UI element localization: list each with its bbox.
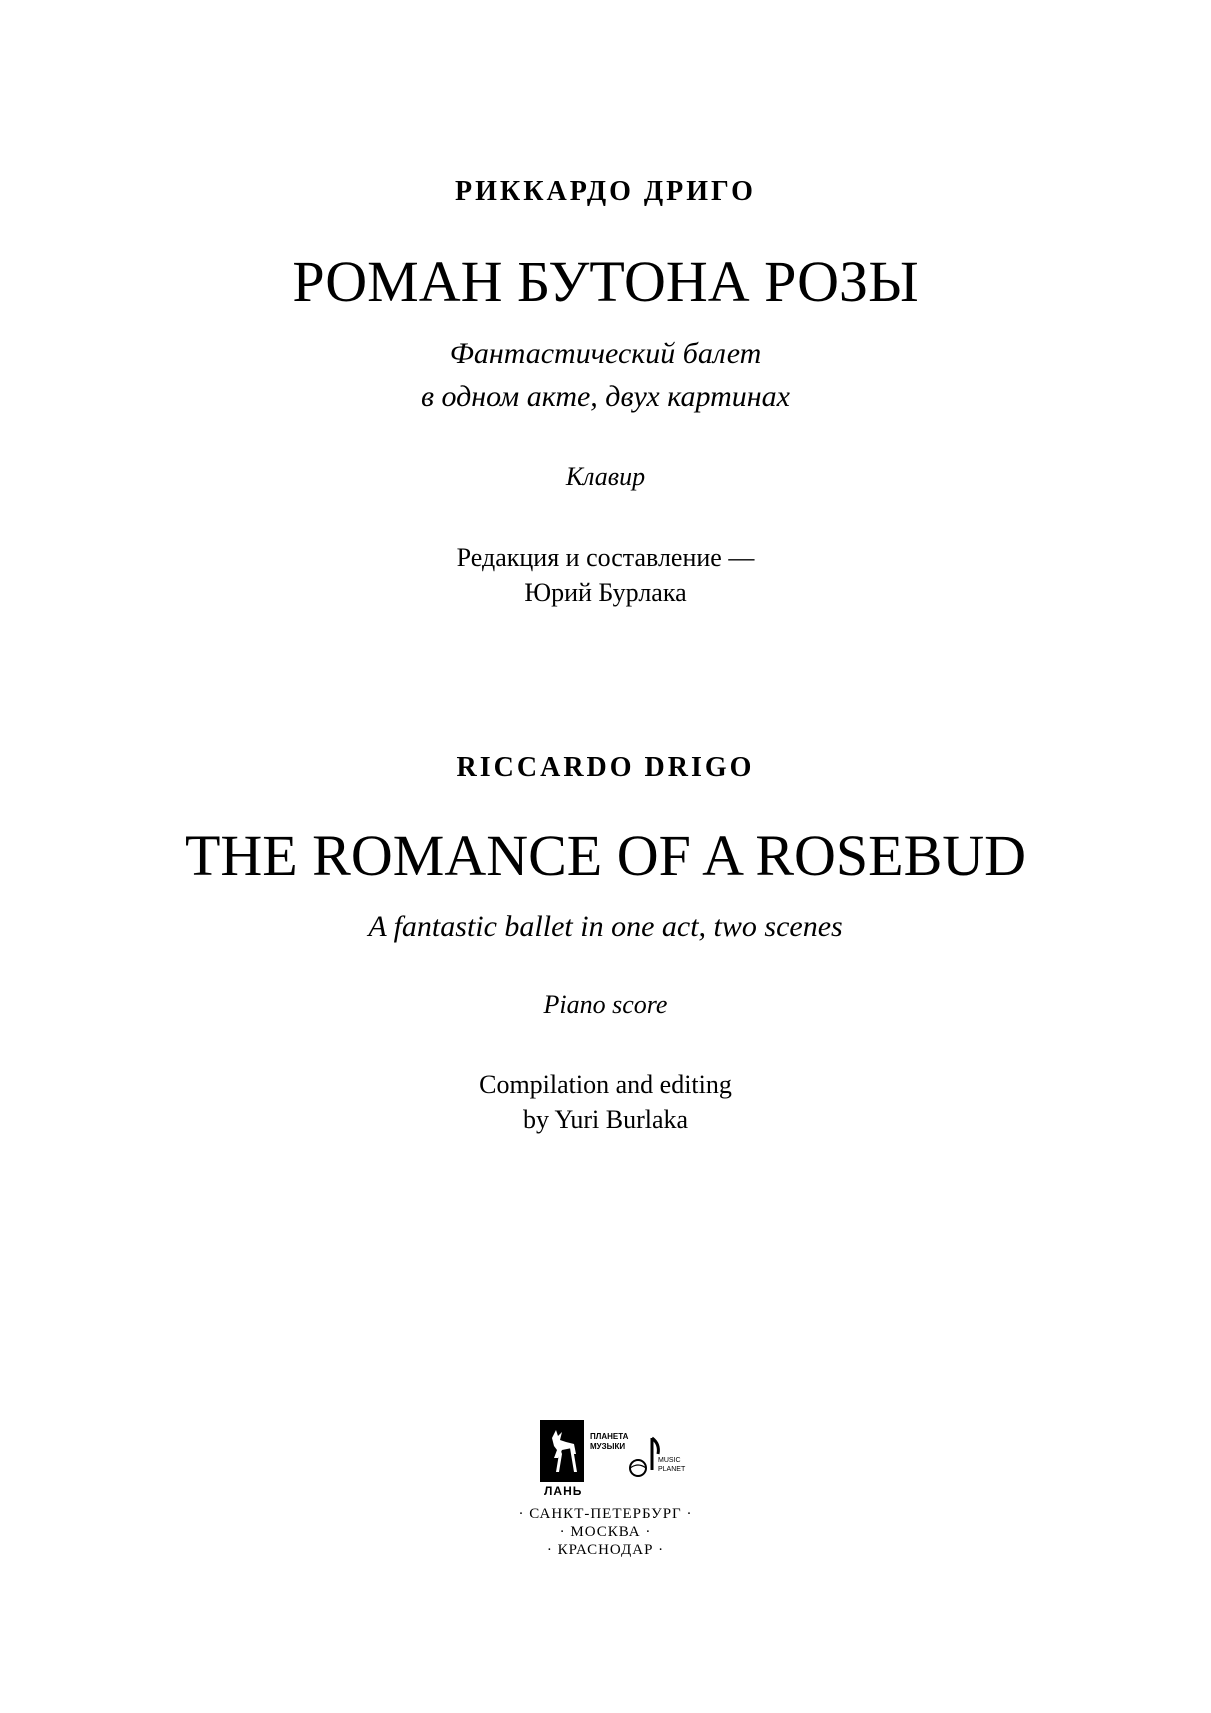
en-author: RICCARDO DRIGO	[456, 752, 755, 783]
city-saint-petersburg: · САНКТ-ПЕТЕРБУРГ ·	[518, 1506, 693, 1522]
publisher-logo	[540, 1420, 686, 1502]
en-format: Piano score	[543, 990, 668, 1019]
logo-music-line-1: MUSIC	[658, 1457, 681, 1464]
ru-title: РОМАН БУТОНА РОЗЫ	[292, 249, 919, 314]
ru-subtitle-line-2: в одном акте, двух картинах	[421, 380, 790, 413]
logo-planet-line-2: МУЗЫКИ	[590, 1442, 626, 1451]
logo-lan-text: ЛАНЬ	[544, 1484, 583, 1498]
city-moscow: · МОСКВА ·	[559, 1524, 652, 1540]
ru-format: Клавир	[565, 462, 646, 491]
en-title: THE ROMANCE OF A ROSEBUD	[184, 823, 1027, 888]
ru-editor-line-1: Редакция и составление —	[456, 543, 755, 572]
logo-planet-text	[590, 1432, 628, 1452]
en-subtitle: A fantastic ballet in one act, two scenes	[368, 910, 843, 943]
ru-subtitle-line-1: Фантастический балет	[449, 337, 762, 370]
logo-music-line-2: PLANET	[658, 1466, 686, 1473]
ru-editor-line-2: Юрий Бурлака	[524, 578, 687, 607]
ru-author: РИККАРДО ДРИГО	[455, 176, 756, 207]
logo-music-text	[658, 1456, 685, 1474]
logo-planet-line-1: ПЛАНЕТА	[590, 1432, 629, 1441]
city-krasnodar: · КРАСНОДАР ·	[546, 1542, 665, 1558]
en-editor-line-1: Compilation and editing	[479, 1070, 732, 1099]
en-editor-line-2: by Yuri Burlaka	[522, 1105, 689, 1134]
